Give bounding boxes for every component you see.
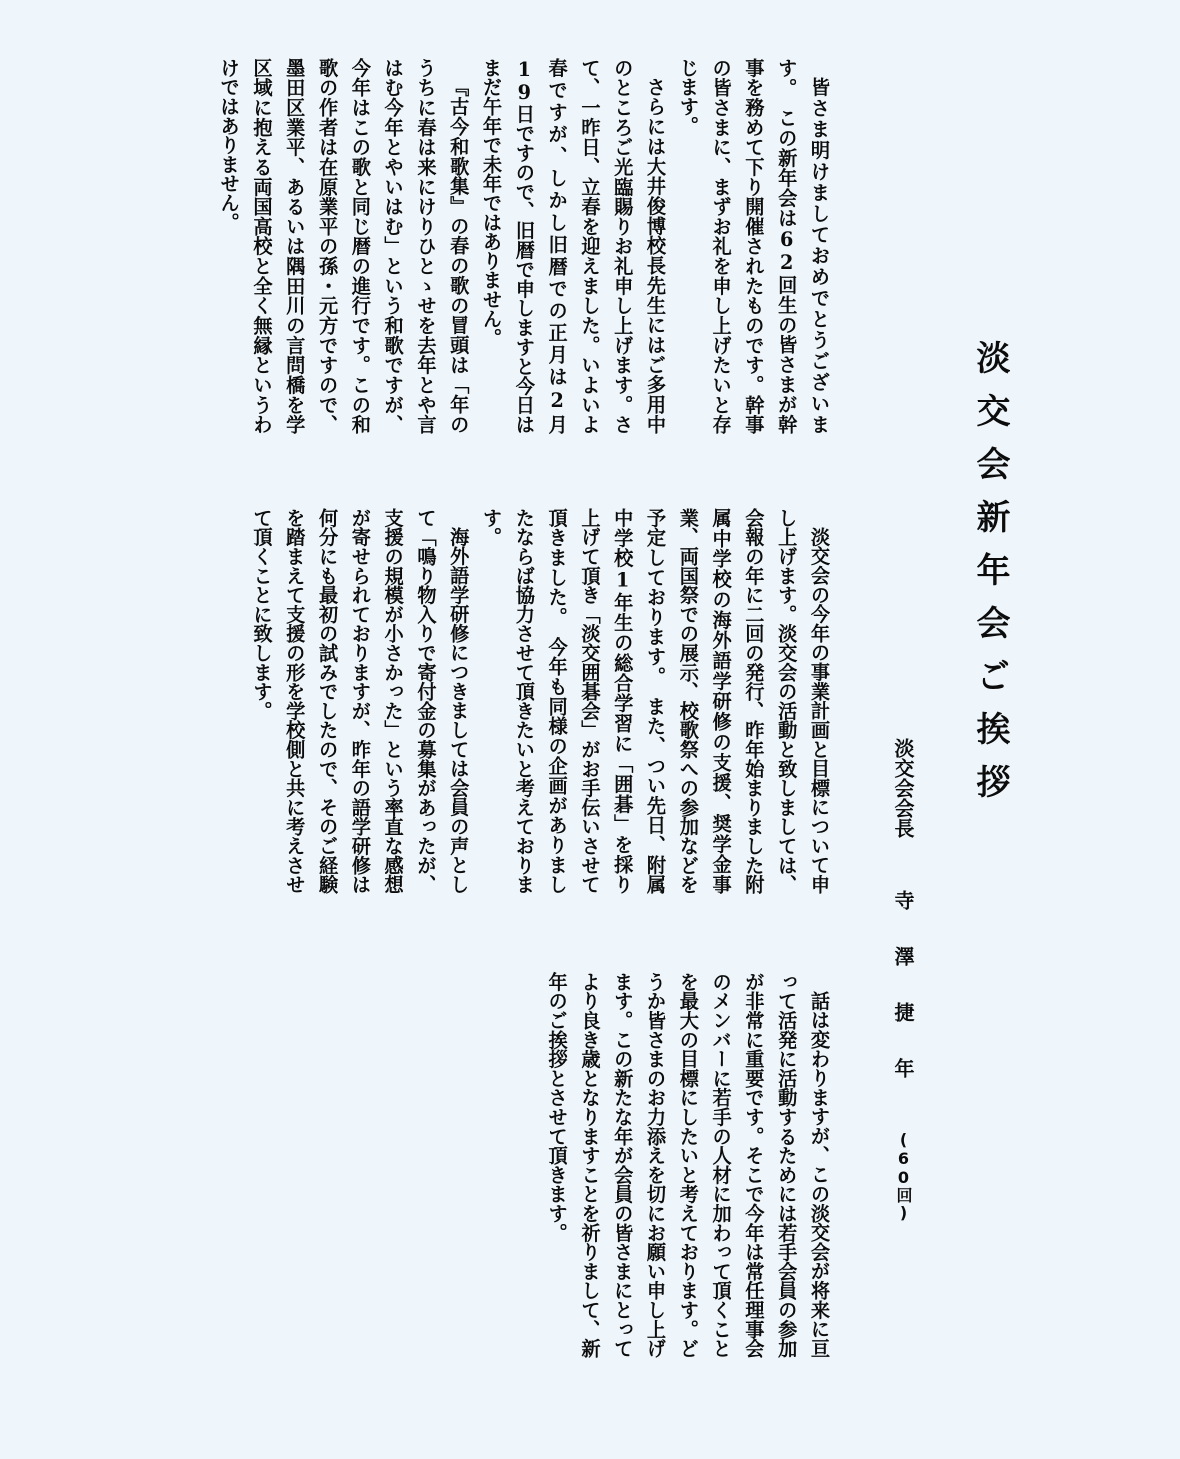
paragraph-language-training: 海外語学研修につきましては会員の声として「鳴り物入りで寄付金の募集があったが、支援の規模が小さかった」という率直な感想が寄せられておりますが、昨年の語学研修は何分にも最初の試みでしたので、そのご経験を踏まえて支援の形を学校側と共に考えさせて頂くことに致します。 — [250, 508, 471, 894]
paragraph-closing: 話は変わりますが、この淡交会が将来に亘って活発に活動するためには若手会員の参加が非常に重要です。そこで今年は常任理事会のメンバーに若手の人材に加わって頂くことを最大の目標にしたいと考えております。どうか皆さまのお力添えを切にお願い申し上げます。この新たな年が会員の皆さまにとってより良き歳となりますことを祈りまして、新年のご挨拶とさせて頂きます。 — [545, 972, 831, 1358]
paragraph-business-plan: 淡交会の今年の事業計画と目標について申し上げます。淡交会の活動と致しましては、会報の年に二回の発行、昨年始まりました附属中学校の海外語学研修の支援、奨学金事業、両国祭での展示、校歌祭への参加などを予定しております。 また、つい先日、附属中学校1年生の総合学習に「囲碁」を採り上げて頂き「淡交囲碁会」がお手伝いさせて頂きました。 今年も同様の企画がありましたならば協力させて頂きたいと考えております。 — [480, 508, 831, 894]
paragraph-kokinshu: 『古今和歌集』の春の歌の冒頭は「年のうちに春は来にけりひとゝせを去年とや言はむ今年とやいはむ」という和歌ですが、今年はこの歌と同じ暦の進行です。この和歌の作者は在原業平の孫・元方ですので、墨田区業平、あるいは隅田川の言問橋を学区域に抱える両国高校と全く無縁というわけではありません。 — [217, 58, 471, 434]
business-plan-section — [250, 508, 835, 894]
author-role: 淡交会会長 — [891, 738, 915, 838]
author-edition: (60回) — [894, 1130, 913, 1222]
author-name: 寺澤捷年 — [891, 890, 915, 1114]
closing-section — [505, 972, 835, 1358]
paragraph-principal-spring: さらには大井俊博校長先生にはご多用中のところご光臨賜りお礼申し上げます。さて、一昨日、立春を迎えました。いよいよ春ですが、しかし旧暦での正月は2月19日ですので、旧暦で申しますと今日はまだ午年で未年ではありません。 — [480, 58, 668, 434]
greeting-section — [210, 58, 835, 434]
page-title: 淡交会新年会ご挨拶 — [970, 340, 1010, 817]
paragraph-greeting: 皆さま明けましておめでとうございます。 この新年会は62回生の皆さまが幹事を務めて下り開催されたものです。幹事の皆さまに、まずお礼を申し上げたいと存じます。 — [676, 58, 831, 434]
